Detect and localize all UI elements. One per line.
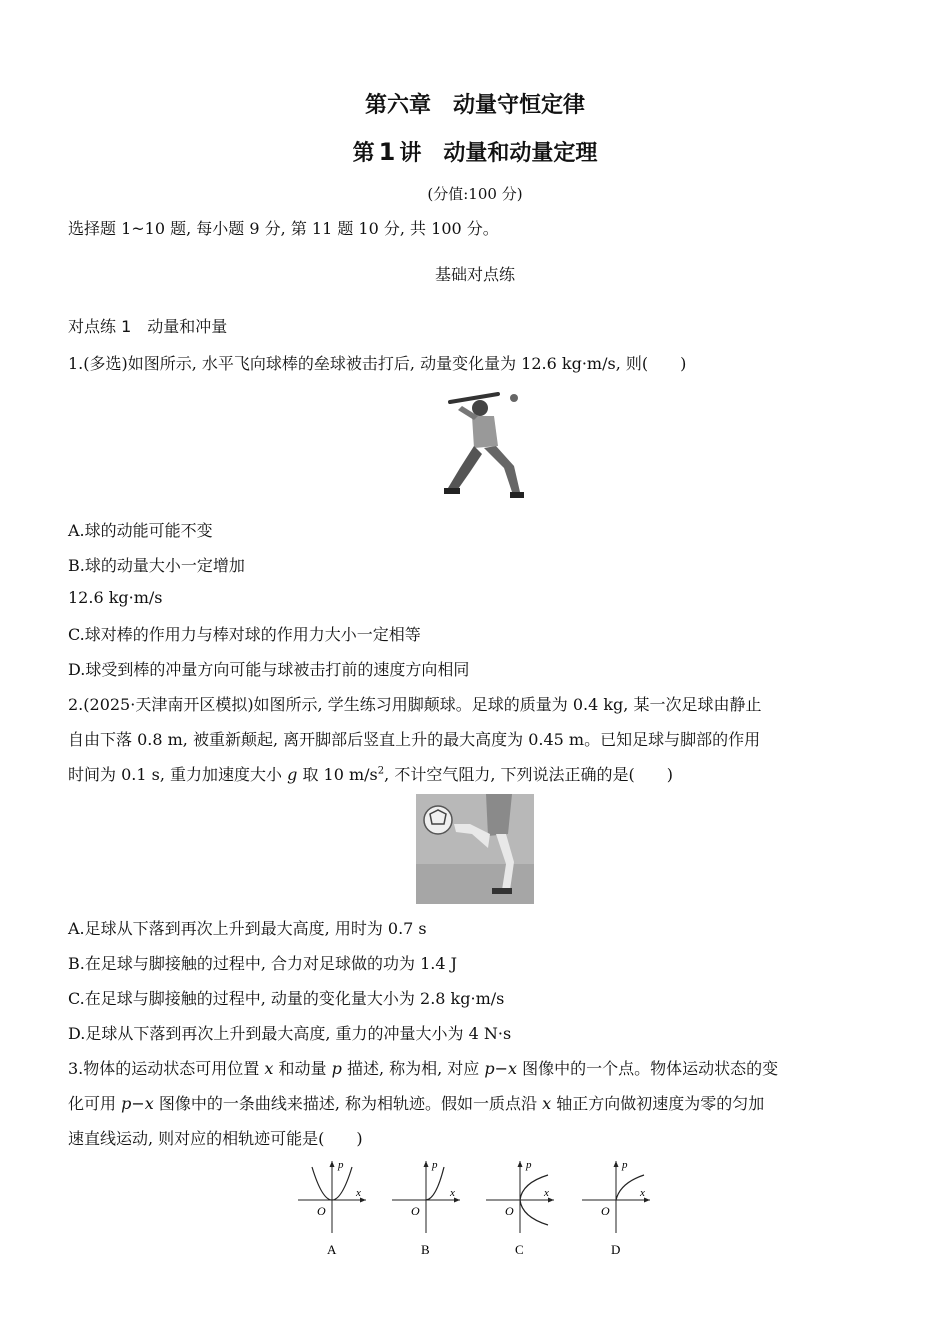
section-heading: 基础对点练 bbox=[434, 265, 515, 284]
q2-option-a: A.足球从下落到再次上升到最大高度, 用时为 0.7 s bbox=[68, 919, 427, 938]
graph-a-origin: O bbox=[317, 1204, 326, 1218]
intro-text: 选择题 1~10 题, 每小题 9 分, 第 11 题 10 分, 共 100 分。 bbox=[68, 219, 499, 238]
graph-a bbox=[298, 1159, 366, 1257]
graph-d-origin: O bbox=[601, 1204, 610, 1218]
graph-c-p-arrow bbox=[518, 1161, 523, 1167]
graph-c-x-label: x bbox=[544, 1187, 549, 1199]
graph-a-p-arrow bbox=[330, 1161, 335, 1167]
q2-option-b: B.在足球与脚接触的过程中, 合力对足球做的功为 1.4 J bbox=[68, 954, 458, 973]
q1-option-a: A.球的动能可能不变 bbox=[68, 521, 213, 540]
q3-stem-line1 bbox=[68, 1056, 778, 1079]
q2-var-g: g bbox=[287, 765, 298, 784]
graph-b bbox=[392, 1159, 460, 1257]
baseball-batter-figure bbox=[418, 388, 526, 506]
graph-b-p-arrow bbox=[424, 1161, 429, 1167]
q3-var-p: p bbox=[331, 1059, 342, 1078]
q3-l1-d: 图像中的一个点。物体运动状态的变 bbox=[522, 1059, 779, 1078]
q1-option-b-cont: 12.6 kg·m/s bbox=[68, 588, 163, 607]
q2-option-c: C.在足球与脚接触的过程中, 动量的变化量大小为 2.8 kg·m/s bbox=[68, 989, 505, 1008]
football-juggling-illustration bbox=[416, 794, 534, 904]
graph-c bbox=[486, 1159, 554, 1257]
lecture-pre: 第 bbox=[352, 141, 375, 166]
graph-c-p-label: p bbox=[526, 1159, 532, 1171]
juggling-figure bbox=[416, 794, 534, 904]
lecture-number: 1 bbox=[378, 138, 396, 166]
q1-stem: 1.(多选)如图所示, 水平飞向球棒的垒球被击打后, 动量变化量为 12.6 kg·m/s, 则( ) bbox=[68, 354, 687, 373]
graph-d-x-label: x bbox=[640, 1187, 645, 1199]
graph-c-origin: O bbox=[505, 1204, 514, 1218]
graph-c-x-arrow bbox=[548, 1198, 554, 1203]
q3-l2-c: 轴正方向做初速度为零的匀加 bbox=[556, 1094, 765, 1113]
graph-d-x-arrow bbox=[644, 1198, 650, 1203]
graph-c-label: C bbox=[515, 1242, 524, 1257]
q2-exponent: 2 bbox=[377, 765, 385, 777]
graph-d-label: D bbox=[611, 1242, 621, 1257]
q3-l1-c: 描述, 称为相, 对应 bbox=[346, 1059, 480, 1078]
graph-b-x-label: x bbox=[450, 1187, 455, 1199]
q3-var-x: x bbox=[264, 1059, 274, 1078]
q2-line3-b: 取 10 m/s bbox=[302, 765, 378, 784]
q2-stem-line1: 2.(2025·天津南开区模拟)如图所示, 学生练习用脚颠球。足球的质量为 0.4 kg, 某一次足球由静止 bbox=[68, 695, 762, 714]
q1-option-c: C.球对棒的作用力与棒对球的作用力大小一定相等 bbox=[68, 625, 421, 644]
graph-b-label: B bbox=[421, 1242, 430, 1257]
lecture-title bbox=[0, 136, 950, 167]
lecture-post: 讲 动量和动量定理 bbox=[399, 141, 598, 166]
q3-var-px: p−x bbox=[484, 1059, 518, 1078]
graph-a-label: A bbox=[327, 1242, 337, 1257]
graph-a-x-arrow bbox=[360, 1198, 366, 1203]
graph-b-p-label: p bbox=[432, 1159, 438, 1171]
graph-b-x-arrow bbox=[454, 1198, 460, 1203]
q1-option-d: D.球受到棒的冲量方向可能与球被击打前的速度方向相同 bbox=[68, 660, 470, 679]
q3-l2-a: 化可用 bbox=[68, 1094, 117, 1113]
q3-stem-line2 bbox=[68, 1091, 764, 1114]
phase-graphs bbox=[290, 1155, 670, 1265]
graph-a-p-label: p bbox=[338, 1159, 344, 1171]
q3-stem-line3: 速直线运动, 则对应的相轨迹可能是( ) bbox=[68, 1129, 363, 1148]
score-note: (分值:100 分) bbox=[427, 185, 523, 203]
q3-l2-b: 图像中的一条曲线来描述, 称为相轨迹。假如一质点沿 bbox=[158, 1094, 538, 1113]
q3-var-px2: p−x bbox=[121, 1094, 154, 1113]
q2-stem-line2: 自由下落 0.8 m, 被重新颠起, 离开脚部后竖直上升的最大高度为 0.45 m。已知足球与脚部的作用 bbox=[68, 730, 761, 749]
graph-a-x-label: x bbox=[356, 1187, 361, 1199]
subsection-heading: 对点练 1 动量和冲量 bbox=[68, 317, 228, 336]
q2-line3-a: 时间为 0.1 s, 重力加速度大小 bbox=[68, 765, 283, 784]
q2-line3-c: , 不计空气阻力, 下列说法正确的是( ) bbox=[384, 765, 673, 784]
q3-l1-a: 3.物体的运动状态可用位置 bbox=[68, 1059, 260, 1078]
q2-stem-line3 bbox=[68, 762, 673, 785]
graph-b-origin: O bbox=[411, 1204, 420, 1218]
graph-d-p-label: p bbox=[622, 1159, 628, 1171]
graph-d-p-arrow bbox=[614, 1161, 619, 1167]
graph-d bbox=[582, 1159, 650, 1257]
q3-l1-b: 和动量 bbox=[278, 1059, 327, 1078]
q2-option-d: D.足球从下落到再次上升到最大高度, 重力的冲量大小为 4 N·s bbox=[68, 1024, 512, 1043]
graph-b-curve bbox=[426, 1167, 444, 1200]
baseball-batter-illustration bbox=[418, 388, 526, 506]
chapter-title: 第六章 动量守恒定律 bbox=[364, 93, 585, 118]
q3-var-x2: x bbox=[542, 1094, 552, 1113]
q1-option-b: B.球的动量大小一定增加 bbox=[68, 556, 245, 575]
